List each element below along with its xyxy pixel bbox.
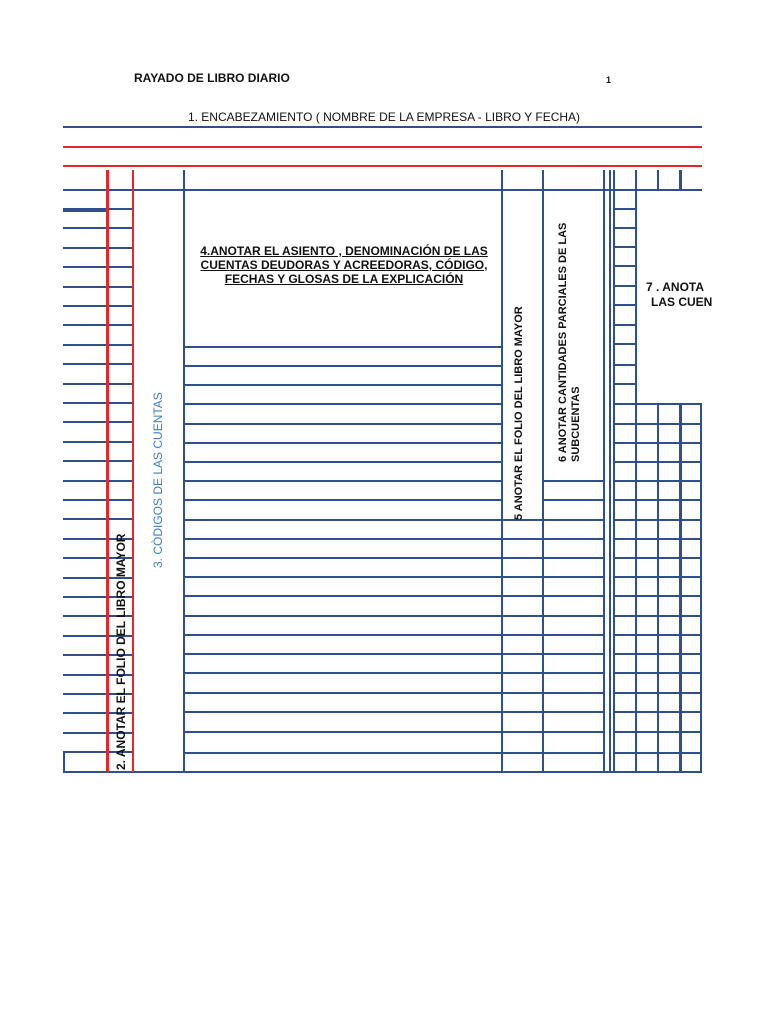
section-7-label-line2: LAS CUEN	[651, 295, 713, 309]
horizontal-rule	[184, 576, 502, 578]
horizontal-rule	[106, 305, 132, 307]
horizontal-rule	[106, 286, 132, 288]
horizontal-rule	[613, 285, 636, 287]
horizontal-rule	[542, 634, 604, 636]
horizontal-rule	[63, 615, 106, 617]
horizontal-rule	[184, 731, 502, 733]
horizontal-rule	[184, 711, 502, 713]
horizontal-rule	[184, 346, 502, 348]
horizontal-rule	[184, 672, 502, 674]
vertical-rule	[106, 170, 109, 772]
vertical-rule	[679, 403, 682, 772]
horizontal-rule	[613, 304, 636, 306]
horizontal-rule	[502, 595, 542, 597]
horizontal-rule	[63, 146, 702, 148]
horizontal-rule	[613, 227, 636, 229]
document-title: RAYADO DE LIBRO DIARIO	[134, 71, 290, 85]
horizontal-rule	[184, 653, 502, 655]
horizontal-rule	[63, 209, 106, 212]
horizontal-rule	[63, 227, 106, 229]
horizontal-rule	[184, 615, 502, 617]
partial-amounts-label: 6 ANOTAR CANTIDADES PARCIALES DE LAS SUBCUENTAS	[557, 222, 582, 462]
horizontal-rule	[184, 538, 502, 540]
vertical-rule	[609, 170, 611, 772]
horizontal-rule	[613, 246, 636, 248]
horizontal-rule	[542, 711, 604, 713]
horizontal-rule	[63, 189, 702, 191]
horizontal-rule	[63, 421, 106, 423]
vertical-rule	[183, 170, 185, 772]
horizontal-rule	[63, 402, 106, 404]
horizontal-rule	[106, 324, 132, 326]
vertical-rule	[657, 403, 659, 772]
horizontal-rule	[63, 596, 106, 598]
horizontal-rule	[63, 732, 106, 734]
horizontal-rule	[184, 442, 502, 444]
horizontal-rule	[63, 771, 702, 773]
section-7-label-line1: 7 . ANOTA	[646, 280, 705, 294]
horizontal-rule	[184, 461, 502, 463]
horizontal-rule	[613, 324, 636, 326]
horizontal-rule	[542, 557, 604, 559]
horizontal-rule	[63, 538, 106, 540]
horizontal-rule	[502, 576, 542, 578]
horizontal-rule	[106, 460, 132, 462]
horizontal-rule	[542, 538, 604, 540]
horizontal-rule	[184, 692, 502, 694]
horizontal-rule	[63, 693, 106, 695]
horizontal-rule	[184, 423, 502, 425]
horizontal-rule	[502, 634, 542, 636]
horizontal-rule	[542, 519, 604, 521]
folio-column-label: 2. ANOTAR EL FOLIO DEL LIBRO MAYOR	[114, 533, 128, 770]
vertical-rule	[613, 170, 615, 772]
horizontal-rule	[106, 344, 132, 346]
vertical-rule	[657, 170, 659, 189]
horizontal-rule	[106, 402, 132, 404]
horizontal-rule	[502, 692, 542, 694]
horizontal-rule	[63, 363, 106, 365]
header-label: 1. ENCABEZAMIENTO ( NOMBRE DE LA EMPRESA - LIBRO Y FECHA)	[187, 110, 581, 124]
horizontal-rule	[184, 752, 502, 754]
horizontal-rule	[184, 365, 502, 367]
horizontal-rule	[63, 654, 106, 656]
horizontal-rule	[184, 499, 502, 501]
horizontal-rule	[542, 615, 604, 617]
horizontal-rule	[184, 595, 502, 597]
horizontal-rule	[184, 557, 502, 559]
vertical-rule	[132, 170, 134, 772]
horizontal-rule	[542, 692, 604, 694]
horizontal-rule	[63, 305, 106, 307]
horizontal-rule	[184, 384, 502, 386]
horizontal-rule	[613, 343, 636, 345]
horizontal-rule	[502, 557, 542, 559]
horizontal-rule	[63, 499, 106, 501]
horizontal-rule	[63, 557, 106, 559]
horizontal-rule	[502, 653, 542, 655]
horizontal-rule	[63, 324, 106, 326]
vertical-rule	[700, 403, 702, 772]
horizontal-rule	[63, 247, 106, 249]
horizontal-rule	[63, 165, 702, 167]
horizontal-rule	[184, 403, 502, 405]
horizontal-rule	[63, 460, 106, 462]
horizontal-rule	[63, 480, 106, 482]
horizontal-rule	[63, 751, 106, 753]
horizontal-rule	[613, 383, 636, 385]
horizontal-rule	[106, 227, 132, 229]
horizontal-rule	[106, 266, 132, 268]
horizontal-rule	[63, 518, 106, 520]
horizontal-rule	[63, 577, 106, 579]
horizontal-rule	[106, 421, 132, 423]
horizontal-rule	[542, 672, 604, 674]
horizontal-rule	[63, 266, 106, 268]
horizontal-rule	[502, 752, 542, 754]
horizontal-rule	[502, 672, 542, 674]
horizontal-rule	[542, 480, 604, 482]
vertical-rule	[542, 170, 544, 772]
horizontal-rule	[106, 441, 132, 443]
horizontal-rule	[542, 576, 604, 578]
page-number: 1	[606, 75, 612, 85]
horizontal-rule	[63, 383, 106, 385]
horizontal-rule	[106, 480, 132, 482]
partial-amounts-label-line1	[557, 202, 583, 462]
horizontal-rule	[106, 518, 132, 520]
horizontal-rule	[106, 247, 132, 249]
horizontal-rule	[613, 364, 636, 366]
horizontal-rule	[63, 441, 106, 443]
horizontal-rule	[184, 634, 502, 636]
horizontal-rule	[542, 499, 604, 501]
vertical-rule	[679, 170, 682, 189]
description-column-label: 4.ANOTAR EL ASIENTO , DENOMINACIÓN DE LAS CUENTAS DEUDORAS Y ACREEDORAS, CÓDIGO, FECHAS Y GLOSAS DE LA EXPLICACIÓN	[200, 244, 488, 286]
horizontal-rule	[63, 344, 106, 346]
horizontal-rule	[613, 265, 636, 267]
horizontal-rule	[542, 595, 604, 597]
vertical-rule	[603, 170, 605, 772]
horizontal-rule	[502, 731, 542, 733]
horizontal-rule	[63, 286, 106, 288]
horizontal-rule	[502, 615, 542, 617]
horizontal-rule	[106, 363, 132, 365]
horizontal-rule	[184, 480, 502, 482]
horizontal-rule	[106, 383, 132, 385]
horizontal-rule	[542, 731, 604, 733]
codes-column-label: 3. CÒDIGOS DE LAS CUENTAS	[151, 392, 165, 568]
horizontal-rule	[184, 519, 502, 521]
horizontal-rule	[106, 499, 132, 501]
vertical-rule	[635, 170, 637, 772]
horizontal-rule	[63, 126, 702, 128]
horizontal-rule	[502, 538, 542, 540]
vertical-rule	[63, 752, 65, 772]
section-7-label	[646, 280, 712, 310]
horizontal-rule	[63, 712, 106, 714]
horizontal-rule	[106, 208, 132, 210]
horizontal-rule	[542, 752, 604, 754]
horizontal-rule	[63, 635, 106, 637]
horizontal-rule	[613, 208, 636, 210]
horizontal-rule	[63, 674, 106, 676]
folio-mayor-column-label: 5 ANOTAR EL FOLIO DEL LIBRO MAYOR	[513, 306, 525, 520]
horizontal-rule	[502, 711, 542, 713]
horizontal-rule	[542, 653, 604, 655]
